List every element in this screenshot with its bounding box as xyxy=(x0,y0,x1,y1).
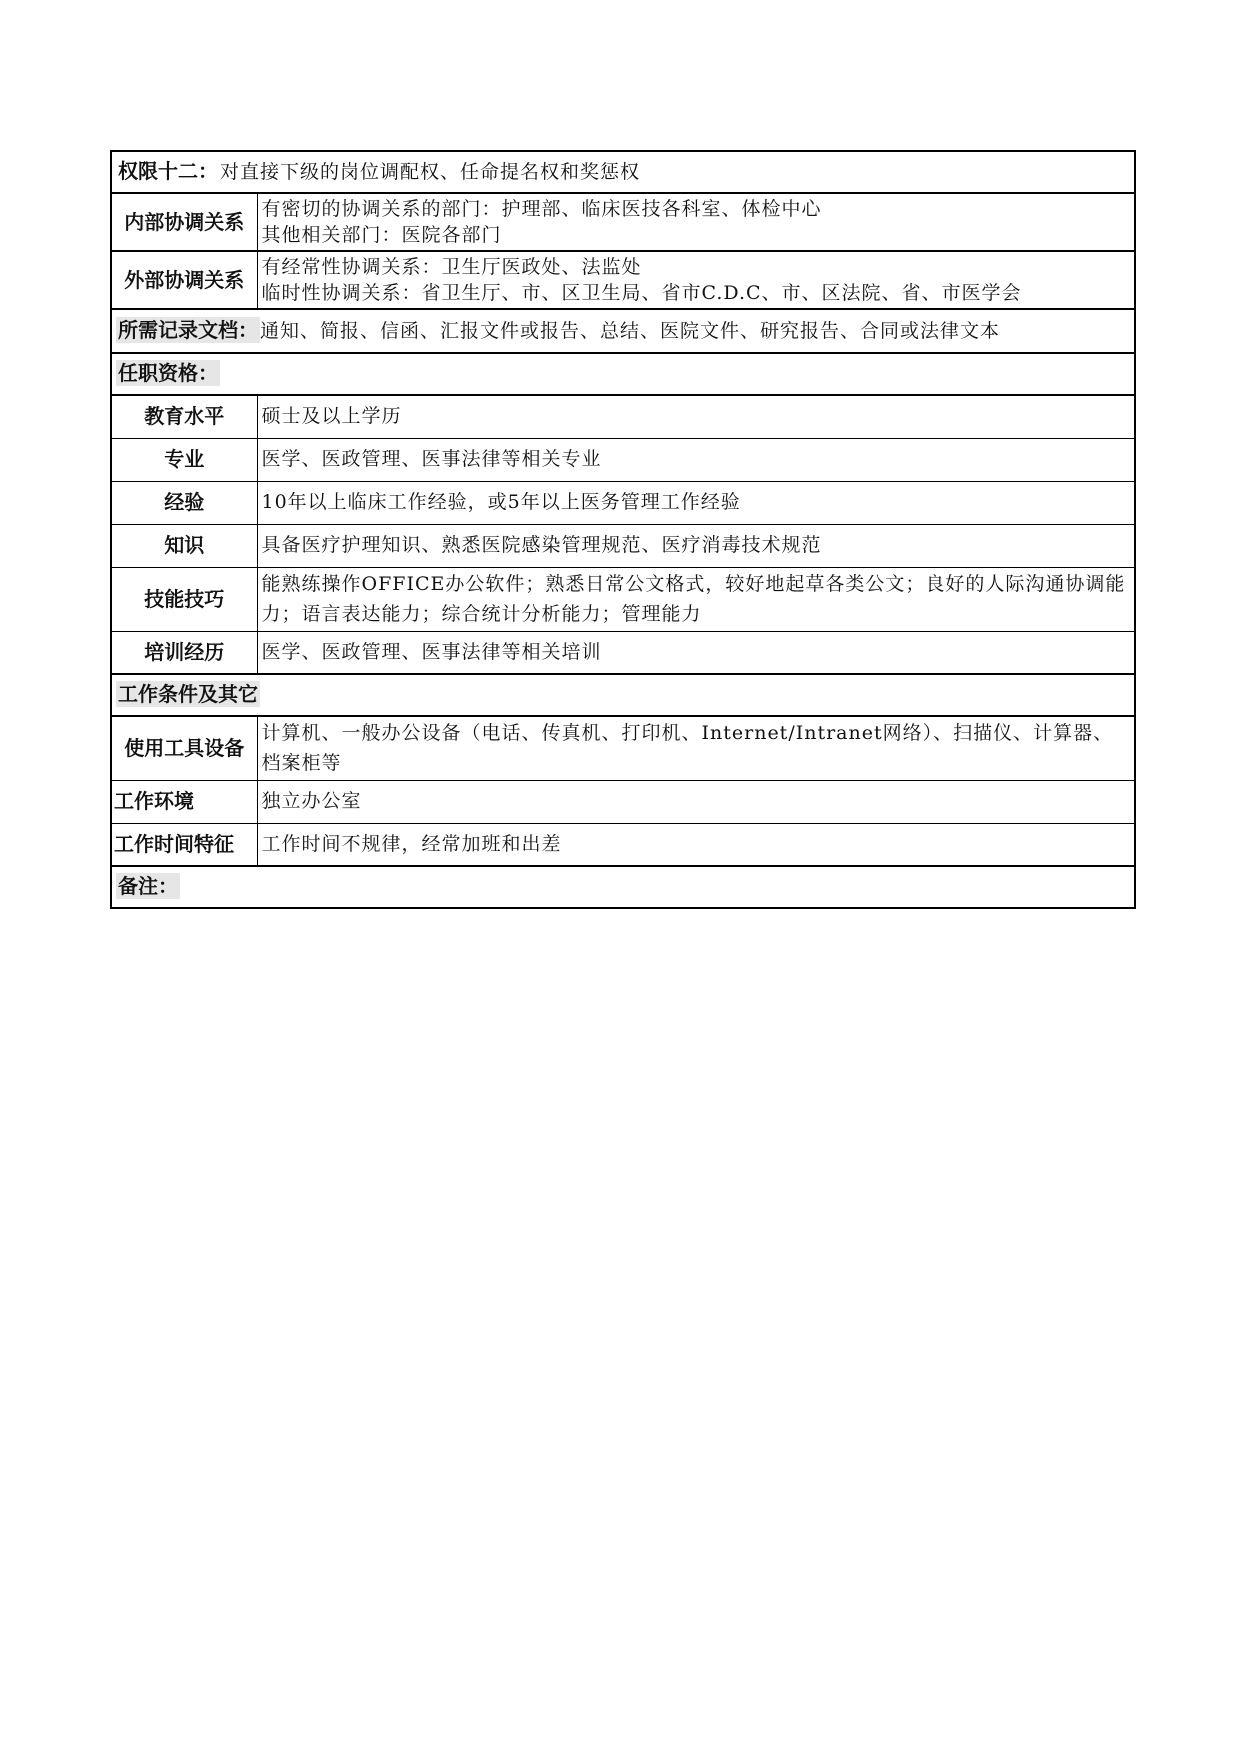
records-cell xyxy=(111,309,1135,353)
qualification-value: 能熟练操作OFFICE办公软件；熟悉日常公文格式，较好地起草各类公文；良好的人际沟通协调能力；语言表达能力；综合统计分析能力；管理能力 xyxy=(257,567,1135,631)
qualification-row xyxy=(111,481,1135,524)
records-label: 所需记录文档： xyxy=(118,318,258,342)
authority-text: 对直接下级的岗位调配权、任命提名权和奖惩权 xyxy=(220,161,641,183)
work-condition-label: 工作环境 xyxy=(111,780,257,823)
qualification-value: 具备医疗护理知识、熟悉医院感染管理规范、医疗消毒技术规范 xyxy=(257,524,1135,567)
work-condition-value: 独立办公室 xyxy=(257,780,1135,823)
qualification-label: 知识 xyxy=(111,524,257,567)
work-condition-row xyxy=(111,823,1135,866)
qualification-value: 医学、医政管理、医事法律等相关培训 xyxy=(257,631,1135,674)
qualification-label: 经验 xyxy=(111,481,257,524)
qualification-label: 教育水平 xyxy=(111,395,257,438)
work-condition-label: 使用工具设备 xyxy=(111,716,257,780)
qualification-label: 培训经历 xyxy=(111,631,257,674)
qualification-row xyxy=(111,438,1135,481)
records-text: 通知、简报、信函、汇报文件或报告、总结、医院文件、研究报告、合同或法律文本 xyxy=(260,320,1001,342)
internal-coordination-line2: 其他相关部门：医院各部门 xyxy=(261,224,502,246)
work-condition-row xyxy=(111,780,1135,823)
qualification-row xyxy=(111,395,1135,438)
internal-coordination-value xyxy=(257,193,1135,251)
external-coordination-value xyxy=(257,251,1135,309)
internal-coordination-line1: 有密切的协调关系的部门：护理部、临床医技各科室、体检中心 xyxy=(261,198,822,220)
internal-coordination-row xyxy=(111,193,1135,251)
authority-label: 权限十二： xyxy=(118,159,218,183)
work-conditions-title: 工作条件及其它 xyxy=(118,682,258,706)
remarks-cell xyxy=(111,866,1135,908)
qualification-value: 医学、医政管理、医事法律等相关专业 xyxy=(257,438,1135,481)
external-coordination-line2: 临时性协调关系：省卫生厅、市、区卫生局、省市C.D.C、市、区法院、省、市医学会 xyxy=(261,282,1022,304)
external-coordination-row xyxy=(111,251,1135,309)
remarks-row xyxy=(111,866,1135,908)
authority-row xyxy=(111,151,1135,193)
qualification-label: 技能技巧 xyxy=(111,567,257,631)
qualification-row xyxy=(111,567,1135,631)
qualifications-header-cell xyxy=(111,353,1135,395)
qualification-label: 专业 xyxy=(111,438,257,481)
work-condition-value: 计算机、一般办公设备（电话、传真机、打印机、Internet/Intranet网络）、扫描仪、计算器、档案柜等 xyxy=(257,716,1135,780)
work-conditions-header-cell xyxy=(111,674,1135,716)
qualification-value: 硕士及以上学历 xyxy=(257,395,1135,438)
work-condition-label: 工作时间特征 xyxy=(111,823,257,866)
qualification-value: 10年以上临床工作经验，或5年以上医务管理工作经验 xyxy=(257,481,1135,524)
work-condition-row xyxy=(111,716,1135,780)
qualification-row xyxy=(111,631,1135,674)
qualifications-title: 任职资格： xyxy=(118,361,218,385)
job-description-table xyxy=(110,150,1136,909)
records-row xyxy=(111,309,1135,353)
qualification-row xyxy=(111,524,1135,567)
job-description-sheet xyxy=(110,150,1134,909)
qualifications-header-row xyxy=(111,353,1135,395)
remarks-label: 备注： xyxy=(118,874,178,898)
external-coordination-line1: 有经常性协调关系：卫生厅医政处、法监处 xyxy=(261,256,642,278)
internal-coordination-label: 内部协调关系 xyxy=(111,193,257,251)
authority-cell xyxy=(111,151,1135,193)
work-condition-value: 工作时间不规律，经常加班和出差 xyxy=(257,823,1135,866)
external-coordination-label: 外部协调关系 xyxy=(111,251,257,309)
work-conditions-header-row xyxy=(111,674,1135,716)
